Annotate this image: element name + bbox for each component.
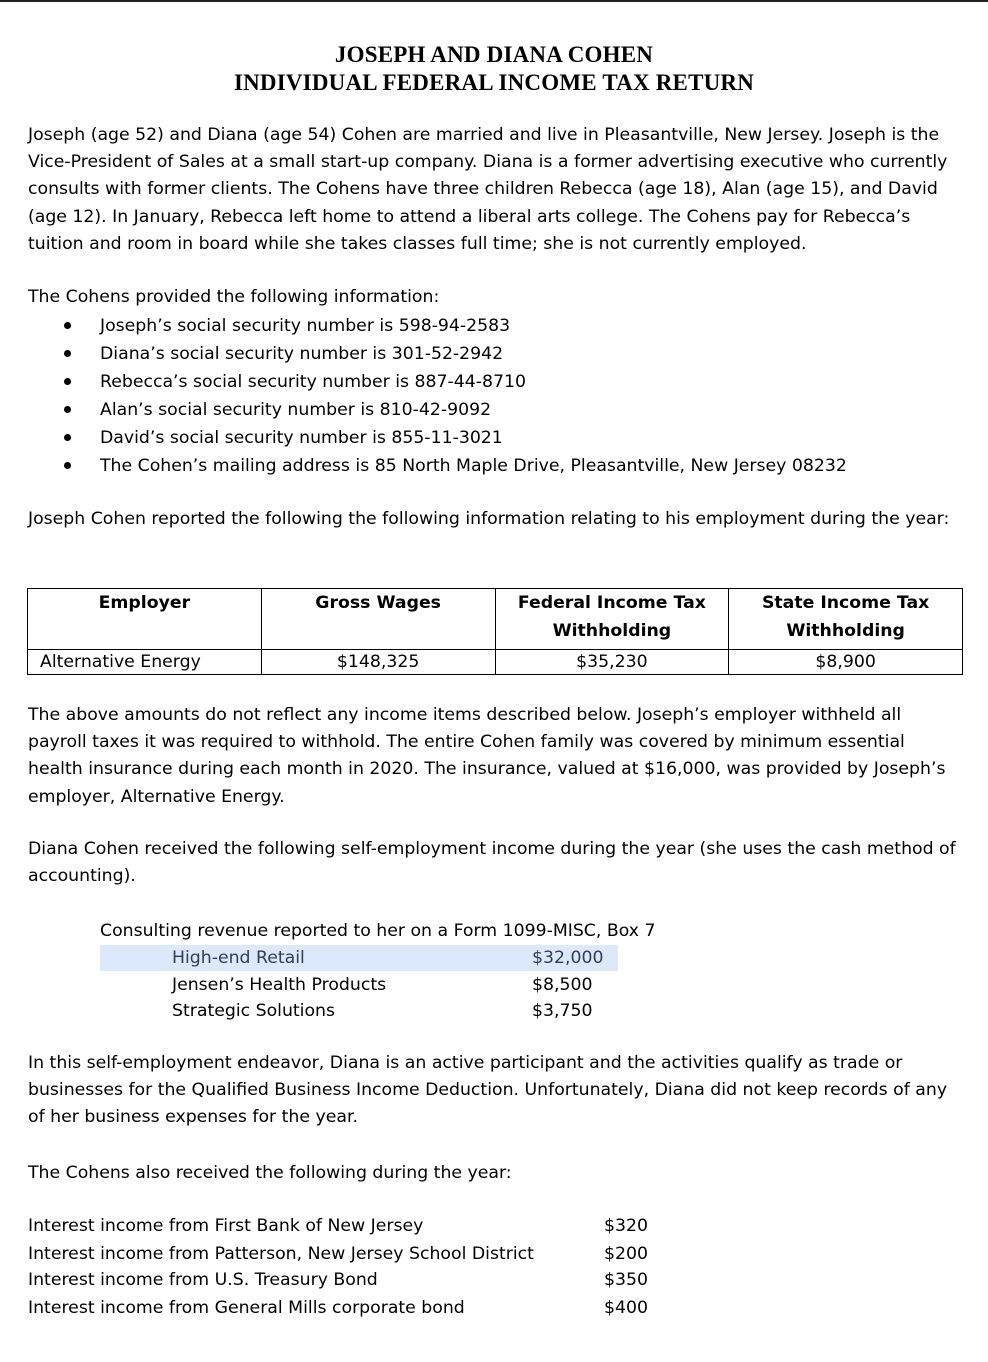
bullet-icon — [64, 434, 71, 441]
interest-row — [28, 1212, 668, 1240]
self-employment-intro: Diana Cohen received the following self-employment income during the year (she uses the cash method of accounting). — [28, 839, 956, 887]
interest-row — [28, 1294, 668, 1322]
interest-amount: $400 — [604, 1298, 648, 1318]
also-received-intro: The Cohens also received the following during the year: — [28, 1163, 512, 1183]
interest-source: Interest income from First Bank of New Jersey — [28, 1216, 424, 1236]
consulting-row — [100, 972, 618, 998]
interest-source: Interest income from U.S. Treasury Bond — [28, 1270, 378, 1290]
interest-row — [28, 1266, 668, 1294]
employment-intro: Joseph Cohen reported the following the following information relating to his employment during the year: — [28, 509, 950, 529]
column-header: Gross Wages — [261, 589, 495, 650]
consulting-amount: $32,000 — [532, 948, 604, 968]
consulting-amount: $3,750 — [532, 1001, 593, 1021]
interest-row — [28, 1240, 668, 1268]
intro-paragraph: Joseph (age 52) and Diana (age 54) Cohen are married and live in Pleasantville, New Jersey. Joseph is the Vice-President of Sales at a small start-up company. Diana is a former advertising executive who currently consults with former clients. The Cohens have three children Rebecca (age 18), Alan (age 15), and David (age 12). In January, Rebecca left home to attend a liberal arts college. The Cohens pay for Rebecca’s tuition and room in board while she takes classes full time; she is not currently employed. — [28, 125, 948, 254]
page-title-line1: JOSEPH AND DIANA COHEN — [334, 42, 654, 67]
employment-note: The above amounts do not reflect any income items described below. Joseph’s employer withheld all payroll taxes it was required to withhold. The entire Cohen family was covered by minimum essential health insurance during each month in 2020. The insurance, valued at $16,000, was provided by Joseph’s employer, Alternative Energy. — [28, 705, 946, 807]
interest-amount: $200 — [604, 1244, 648, 1264]
bullet-icon — [64, 406, 71, 413]
table-cell: Alternative Energy — [28, 650, 262, 675]
consulting-label: Consulting revenue reported to her on a Form 1099-MISC, Box 7 — [100, 921, 656, 941]
column-header: Employer — [28, 589, 262, 650]
table-cell: $8,900 — [729, 650, 963, 675]
table-row — [28, 650, 963, 675]
interest-source: Interest income from General Mills corporate bond — [28, 1298, 465, 1318]
info-intro: The Cohens provided the following information: — [28, 287, 440, 307]
bullet-icon — [64, 322, 71, 329]
interest-amount: $320 — [604, 1216, 648, 1236]
consulting-row — [100, 945, 618, 971]
qbi-note: In this self-employment endeavor, Diana is an active participant and the activities qualify as trade or businesses for the Qualified Business Income Deduction. Unfortunately, Diana did not keep records of any of her business expenses for the year. — [28, 1053, 948, 1128]
consulting-row — [100, 998, 618, 1024]
top-border — [0, 0, 988, 2]
column-header: Federal Income Tax Withholding — [495, 589, 729, 650]
employment-table — [27, 588, 963, 675]
consulting-client: Strategic Solutions — [172, 1001, 336, 1021]
interest-amount: $350 — [604, 1270, 648, 1290]
consulting-amount: $8,500 — [532, 975, 593, 995]
bullet-icon — [64, 378, 71, 385]
consulting-client: High-end Retail — [172, 948, 305, 968]
consulting-client: Jensen’s Health Products — [172, 975, 387, 995]
table-cell: $148,325 — [261, 650, 495, 675]
column-header: State Income Tax Withholding — [729, 589, 963, 650]
bullet-icon — [64, 462, 71, 469]
table-header-row — [28, 589, 963, 650]
page-title-line2: INDIVIDUAL FEDERAL INCOME TAX RETURN — [233, 70, 755, 95]
bullet-icon — [64, 350, 71, 357]
table-cell: $35,230 — [495, 650, 729, 675]
interest-source: Interest income from Patterson, New Jersey School District — [28, 1244, 534, 1264]
